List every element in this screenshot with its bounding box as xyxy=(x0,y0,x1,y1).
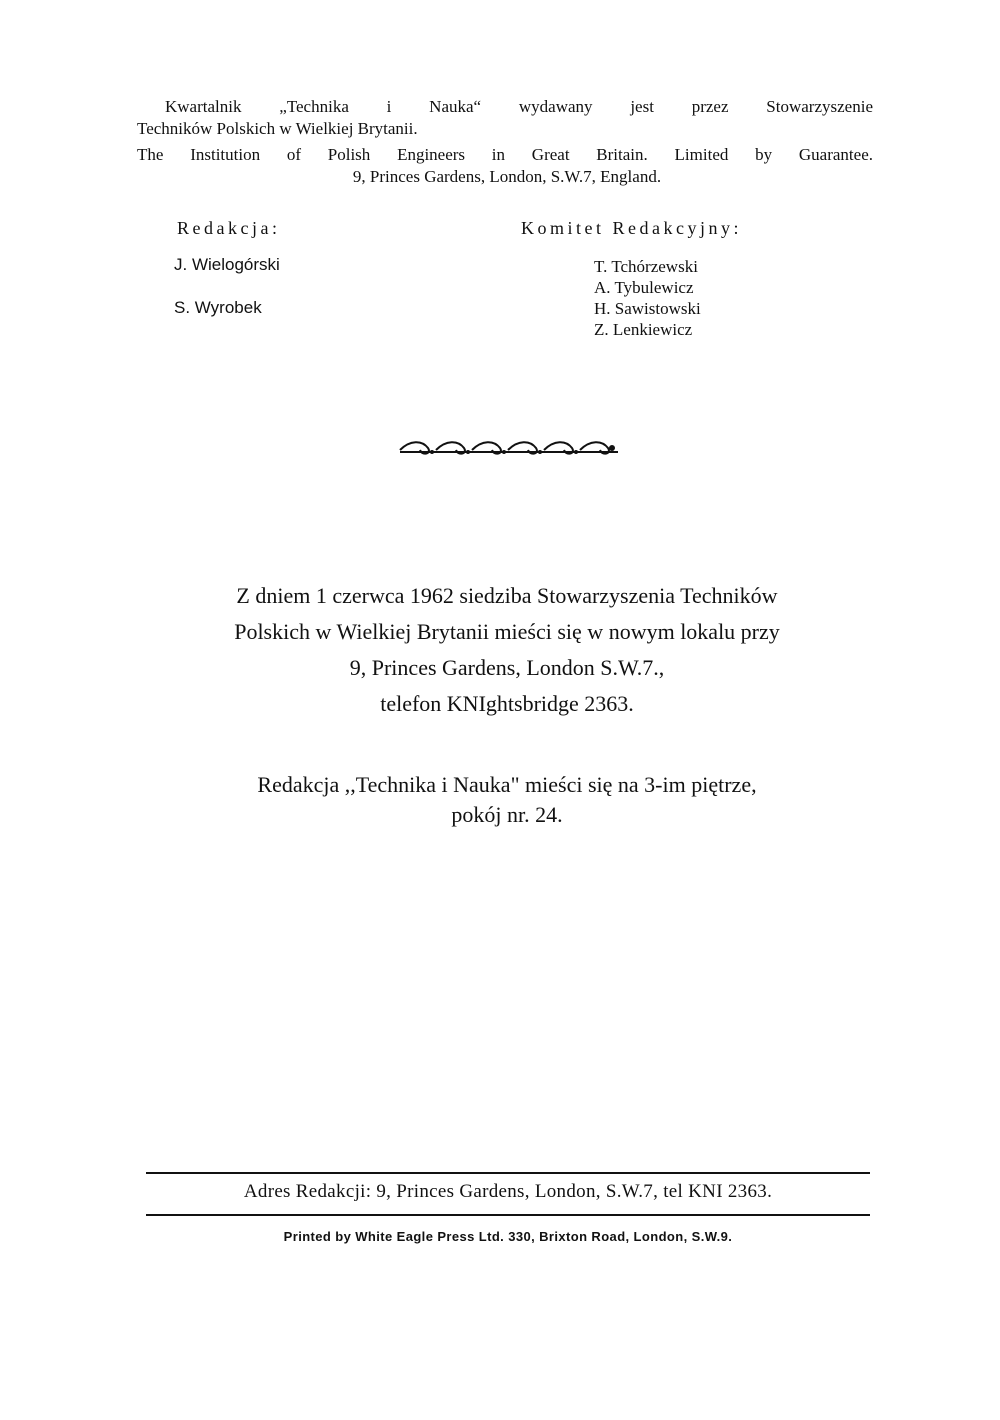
intro-address: 9, Princes Gardens, London, S.W.7, England. xyxy=(352,167,662,186)
notice-line: Z dniem 1 czerwca 1962 siedziba Stowarzyszenia Techników xyxy=(236,583,778,608)
masthead-intro xyxy=(137,96,873,188)
editorial-office-notice xyxy=(140,770,874,830)
printer-credit: Printed by White Eagle Press Ltd. 330, Brixton Road, London, S.W.9. xyxy=(283,1229,733,1244)
notice-line: 9, Princes Gardens, London S.W.7., xyxy=(349,655,665,680)
committee-member: Z. Lenkiewicz xyxy=(594,320,693,339)
editor-name: J. Wielogórski xyxy=(174,255,280,274)
editorial-address: Adres Redakcji: 9, Princes Gardens, London, S.W.7, tel KNI 2363. xyxy=(243,1181,773,1202)
editorial-heading: Redakcja: xyxy=(177,218,281,238)
divider xyxy=(146,1214,870,1216)
intro-line-3: The Institution of Polish Engineers in Great Britain. Limited by Guarantee. xyxy=(137,145,873,164)
notice-line: pokój nr. 24. xyxy=(451,802,563,827)
relocation-notice xyxy=(140,578,874,722)
intro-line-1: Kwartalnik „Technika i Nauka“ wydawany jest przez Stowarzyszenie xyxy=(165,97,873,116)
notice-line: Redakcja ,,Technika i Nauka" mieści się na 3-im piętrze, xyxy=(257,772,757,797)
editor-name: S. Wyrobek xyxy=(174,298,262,317)
scroll-ornament-icon xyxy=(398,438,620,458)
committee-member: H. Sawistowski xyxy=(594,299,701,318)
committee-list xyxy=(594,256,701,340)
committee-member: A. Tybulewicz xyxy=(594,278,694,297)
notice-line: telefon KNIghtsbridge 2363. xyxy=(380,691,634,716)
committee-member: T. Tchórzewski xyxy=(594,257,698,276)
editorial-list xyxy=(174,255,280,341)
divider xyxy=(146,1172,870,1174)
intro-line-2: Techników Polskich w Wielkiej Brytanii. xyxy=(137,119,418,138)
notice-line: Polskich w Wielkiej Brytanii mieści się w nowym lokalu przy xyxy=(234,619,780,644)
committee-heading: Komitet Redakcyjny: xyxy=(521,218,742,238)
